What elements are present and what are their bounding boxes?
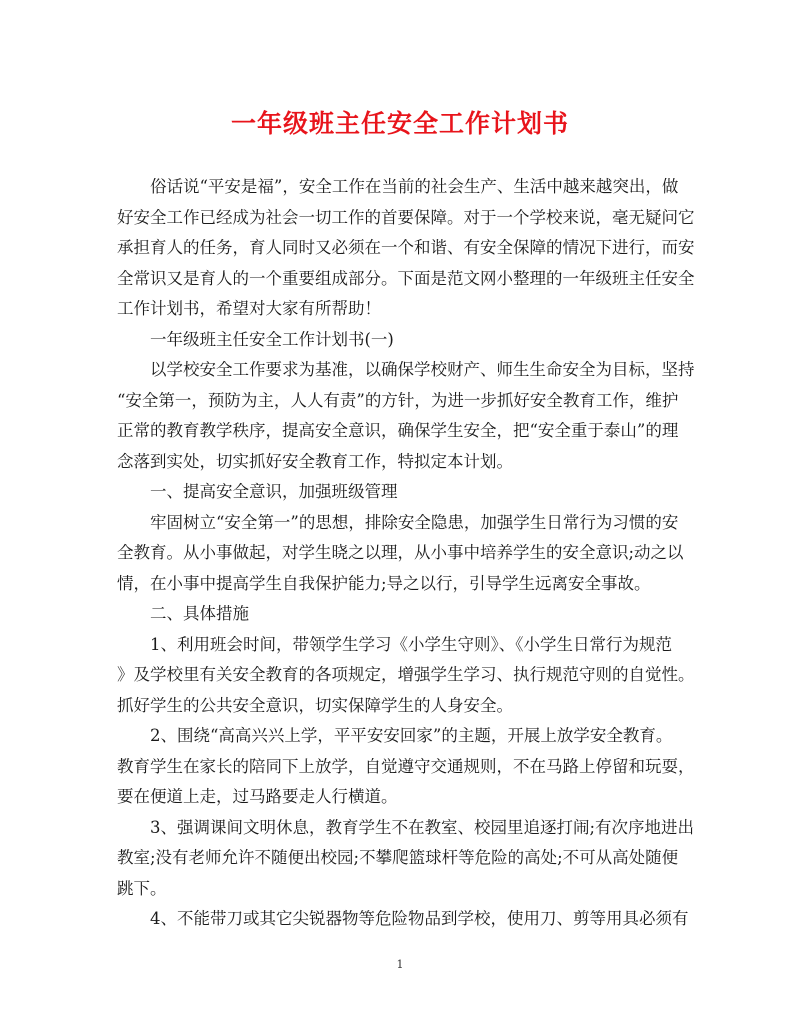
text-line: 情，在小事中提高学生自我保护能力;导之以行，引导学生远离安全事故。 [117,573,651,593]
text-line: 全常识又是育人的一个重要组成部分。下面是范文网小整理的一年级班主任安全 [117,268,695,288]
section-heading [117,599,677,630]
text-line: 正常的教育教学秩序，提高安全意识，确保学生安全，把“安全重于泰山”的理 [117,421,679,440]
text-line: 2、围绕“高高兴兴上学，平平安安回家”的主题，开展上放学安全教育。 [150,726,673,745]
paragraph [117,508,684,600]
text-line: 工作计划书，希望对大家有所帮助！ [117,299,381,318]
section-heading [117,477,677,508]
paragraph [117,813,695,905]
text-line: 二、具体措施 [150,604,249,623]
text-line: 一、提高安全意识，加强班级管理 [150,482,398,501]
text-line: 3、强调课间文明休息，教育学生不在教室、校园里追逐打闹;有次序地进出 [150,817,695,837]
paragraph [117,355,695,477]
document-body [117,172,695,935]
text-line: 俗话说“平安是福”，安全工作在当前的社会生产、生活中越来越突出，做 [150,177,679,196]
document-title: 一年级班主任安全工作计划书 [230,109,569,138]
text-line: 教室;没有老师允许不随便出校园;不攀爬篮球杆等危险的高处;不可从高处随便 [117,848,679,867]
text-line: 承担育人的任务，育人同时又必须在一个和谐、有安全保障的情况下进行，而安 [117,238,695,257]
text-line: 以学校安全工作要求为基准，以确保学校财产、师生生命安全为目标，坚持 [150,360,695,379]
section-heading [117,325,677,356]
text-line: 一年级班主任安全工作计划书(一) [150,329,394,349]
text-line: 好安全工作已经成为社会一切工作的首要保障。对于一个学校来说，毫无疑问它 [117,207,695,227]
text-line: 4、不能带刀或其它尖锐器物等危险物品到学校，使用刀、剪等用具必须有 [150,909,689,928]
text-line: 教育学生在家长的陪同下上放学，自觉遵守交通规则，不在马路上停留和玩耍， [117,756,695,776]
text-line: 跳下。 [117,878,167,898]
text-line: 》及学校里有关安全教育的各项规定，增强学生学习、执行规范守则的自觉性。 [117,665,695,684]
text-line: 牢固树立“安全第一”的思想，排除安全隐患，加强学生日常行为习惯的安 [150,512,679,532]
text-line: 念落到实处，切实抓好安全教育工作，特拟定本计划。 [117,451,513,471]
text-line: 全教育。从小事做起，对学生晓之以理，从小事中培养学生的安全意识;动之以 [117,543,684,562]
paragraph [117,630,695,722]
paragraph [117,904,689,935]
text-line: 1、利用班会时间，带领学生学习《小学生守则》、《小学生日常行为规范 [150,634,672,654]
page-number: 1 [396,958,404,971]
paragraph [117,721,695,813]
text-line: 要在便道上走，过马路要走人行横道。 [117,787,398,806]
text-line: “安全第一，预防为主，人人有责”的方针，为进一步抓好安全教育工作，维护 [117,390,679,410]
text-line: 抓好学生的公共安全意识，切实保障学生的人身安全。 [117,695,513,715]
paragraph-intro [117,172,695,325]
